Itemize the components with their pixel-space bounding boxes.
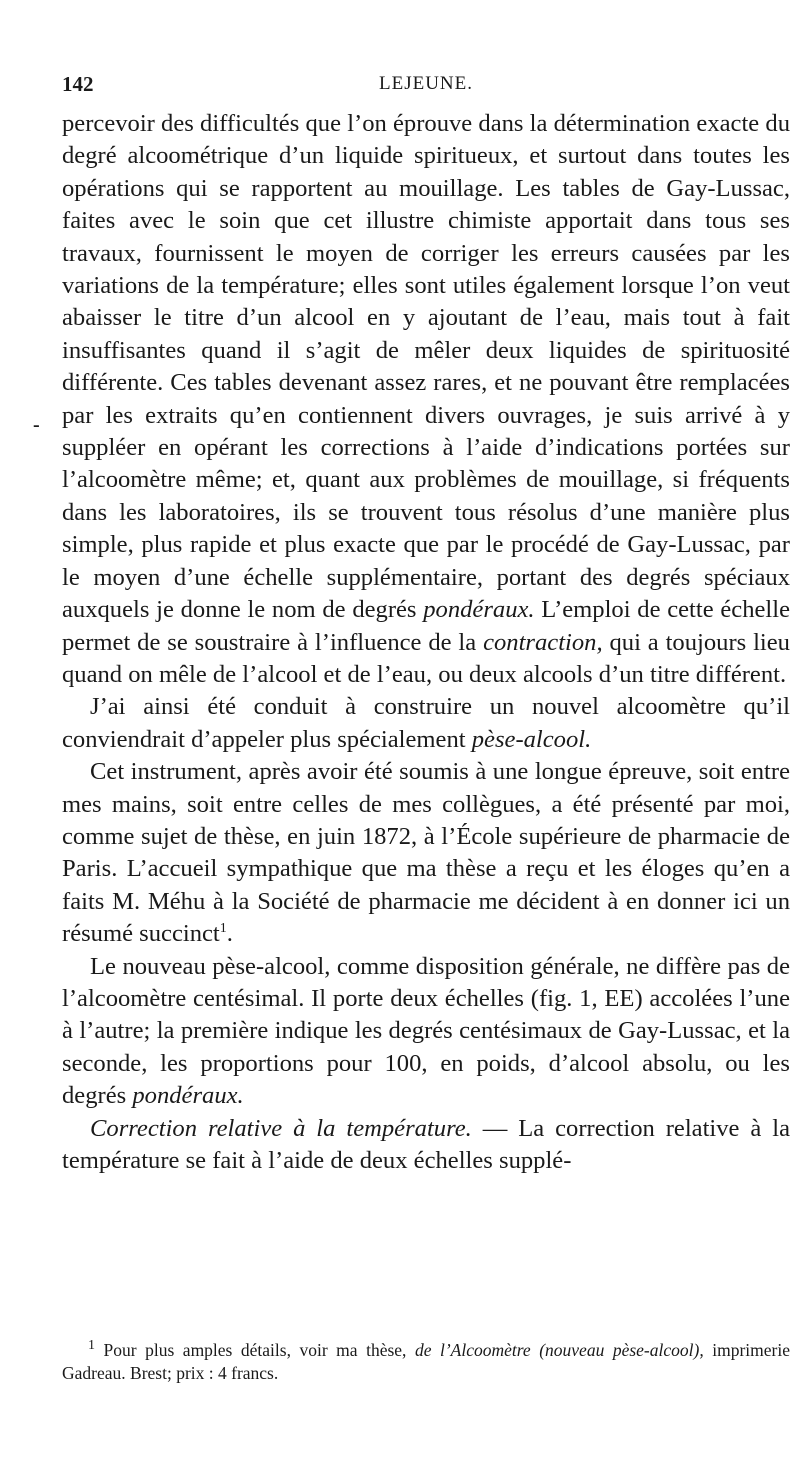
italic-text: contraction, <box>483 628 603 656</box>
text-run: . <box>226 920 233 948</box>
italic-text: Correction relative à la température. <box>90 1114 472 1142</box>
italic-text: de l’Alcoomètre (nouveau pèse-alcool), <box>414 1340 704 1360</box>
italic-text: pondéraux. <box>132 1082 244 1110</box>
text-run: qui a toujours lieu quand on mêle de l’alcool et de l’eau, ou deux alcools d’un titre différent. <box>62 628 790 688</box>
footnote-marker: 1 <box>88 1338 95 1354</box>
paragraph <box>62 691 790 756</box>
footnote-marker: 1 <box>219 920 227 936</box>
running-head: LEJEUNE. <box>378 73 473 94</box>
footnote <box>62 1339 790 1385</box>
text-run: L’emploi de cette échelle permet de se soustraire à l’influence de la <box>62 596 790 656</box>
italic-text: pèse-alcool. <box>471 725 592 753</box>
paragraph <box>62 756 790 950</box>
paragraph <box>62 951 790 1113</box>
paragraph <box>62 108 790 691</box>
text-run: Pour plus amples détails, voir ma thèse, <box>95 1340 415 1360</box>
text-run: percevoir des difficultés que l’on éprouve dans la détermination exacte du degré alcoométrique d’un liquide spiritueux, et surtout dans toutes les opérations qui se rapportent au mouillage. Les tables de Gay-Lussac, faites avec le soin que cet illustre chimiste apportait dans tous ses travaux, fournissent le moyen de corriger les erreurs causées par les variations de la température; elles sont utiles également lorsque l’on veut abaisser le titre d’un alcool en y ajoutant de l’eau, mais tout à fait insuffisantes quand il s’agit de mêler deux liquides de spirituosité différente. Ces tables devenant assez rares, et ne pouvant être remplacées par les extraits qu’en contiennent divers ouvrages, je suis arrivé à y suppléer en opérant les corrections à l’aide d’indications portées sur l’alcoomètre même; et, quant aux problèmes de mouillage, si fréquents dans les laboratoires, ils se trouvent tous résolus d’une manière plus simple, plus rapide et plus exacte que par le procédé de Gay-Lussac, par le moyen d’une échelle supplémentaire, portant des degrés spéciaux auxquels je donne le nom de degrés <box>62 110 790 624</box>
text-run: — La correction relative à la température se fait à l’aide de deux échelles supplé- <box>62 1114 790 1174</box>
text-run: J’ai ainsi été conduit à construire un nouvel alcoomètre qu’il conviendrait d’appeler plus spécialement <box>62 693 790 753</box>
page-number: 142 <box>62 72 94 96</box>
text-run: Cet instrument, après avoir été soumis à une longue épreuve, soit entre mes mains, soit entre celles de mes collègues, a été présenté par moi, comme sujet de thèse, en juin 1872, à l’École supérieure de pharmacie de Paris. L’accueil sympathique que ma thèse a reçu et les éloges qu’en a faits M. Méhu à la Société de pharmacie me décident à en donner ici un résumé succinct <box>62 758 790 948</box>
paragraph <box>62 1113 790 1178</box>
body-text <box>62 108 790 1177</box>
italic-text: pondéraux. <box>423 596 535 624</box>
margin-mark: - <box>33 414 40 436</box>
page-header <box>62 72 790 100</box>
text-run: imprimerie Gadreau. Brest; prix : 4 francs. <box>62 1340 790 1383</box>
text-run: Le nouveau pèse-alcool, comme disposition générale, ne diffère pas de l’alcoomètre centésimal. Il porte deux échelles (fig. 1, EE) accolées l’une à l’autre; la première indique les degrés centésimaux de Gay-Lussac, et la seconde, les proportions pour 100, en poids, d’alcool absolu, ou les degrés <box>62 952 790 1110</box>
